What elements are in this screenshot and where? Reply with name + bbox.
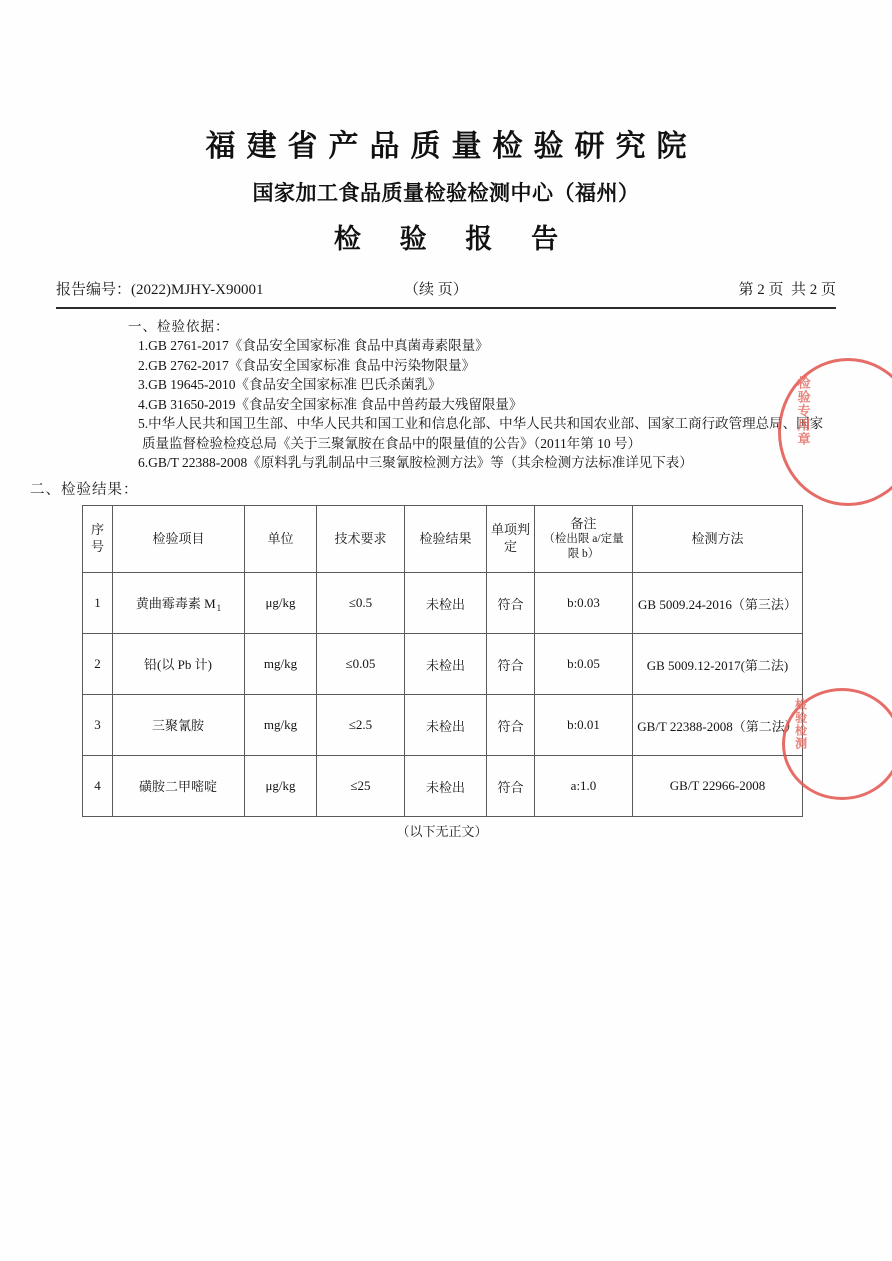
cell-result: 未检出 [405,695,487,756]
cell-unit: mg/kg [245,695,317,756]
cell-unit: mg/kg [245,634,317,695]
cell-no: 4 [83,756,113,817]
cell-result: 未检出 [405,634,487,695]
cell-verdict: 符合 [487,573,535,634]
table-header-row [83,506,803,573]
list-item: 1.GB 2761-2017《食品安全国家标准 食品中真菌毒素限量》 [138,338,489,354]
center-title: 国家加工食品质量检验检测中心（福州） [252,180,640,205]
cell-method: GB 5009.24-2016（第三法） [633,573,803,634]
column-header-note-main: 备注 [570,515,597,531]
page-title: 检 验 报 告 [333,223,575,254]
inspection-basis-list [120,336,834,473]
seal-text-top: 检验专用章 [795,376,811,446]
inspection-basis-heading: 一、检验依据： [128,318,230,334]
cell-item-subscript: 1 [216,603,222,614]
table-row [83,756,803,817]
cell-requirement: ≤0.05 [317,634,405,695]
column-header-note-sub: （检出限 a/定量限 b） [543,533,624,561]
cell-verdict: 符合 [487,634,535,695]
cell-requirement: ≤0.5 [317,573,405,634]
continued-marker: （续 页） [404,281,468,298]
cell-item [113,756,245,817]
header-divider [56,307,836,309]
column-header-result: 检验结果 [405,506,487,573]
inspection-basis-section [120,317,834,474]
cell-result: 未检出 [405,756,487,817]
column-header-unit: 单位 [245,506,317,573]
cell-unit: μg/kg [245,756,317,817]
cell-note: b:0.05 [535,634,633,695]
table-row [83,695,803,756]
page-indicator: 第 2 页 共 2 页 [738,281,836,298]
cell-requirement: ≤25 [317,756,405,817]
cell-method: GB 5009.12-2017(第二法) [633,634,803,695]
cell-method: GB/T 22966-2008 [633,756,803,817]
cell-item-subscript [217,786,218,796]
column-header-no: 序号 [83,506,113,573]
column-header-item: 检验项目 [113,506,245,573]
report-number-value: (2022)MJHY-X90001 [131,281,264,298]
inspection-results-heading: 二、检验结果： [30,482,139,498]
cell-no: 3 [83,695,113,756]
cell-item-subscript [204,725,205,735]
end-of-text-note: （以下无正文） [396,824,488,839]
cell-result: 未检出 [405,573,487,634]
cell-item [113,573,245,634]
cell-verdict: 符合 [487,695,535,756]
cell-note: a:1.0 [535,756,633,817]
report-number [56,278,264,299]
list-item: 5.中华人民共和国卫生部、中华人民共和国工业和信息化部、中华人民共和国农业部、国家工商行政管理总局、国家质量监督检验检疫总局《关于三聚氰胺在食品中的限量值的公告》（2011年第 10 号） [138,416,824,451]
cell-unit: μg/kg [245,573,317,634]
list-item: 4.GB 31650-2019《食品安全国家标准 食品中兽药最大残留限量》 [138,396,523,412]
cell-item-text: 铅(以 Pb 计) [144,656,212,672]
cell-note: b:0.01 [535,695,633,756]
column-header-method: 检测方法 [633,506,803,573]
list-item: 2.GB 2762-2017《食品安全国家标准 食品中污染物限量》 [138,357,476,373]
cell-requirement: ≤2.5 [317,695,405,756]
list-item: 3.GB 19645-2010《食品安全国家标准 巴氏杀菌乳》 [138,377,442,393]
cell-method: GB/T 22388-2008（第二法） [633,695,803,756]
cell-item-subscript [212,664,213,674]
cell-item [113,634,245,695]
report-meta-line [56,278,836,304]
cell-no: 1 [83,573,113,634]
results-table [82,505,803,817]
cell-item-text: 三聚氰胺 [151,717,204,733]
column-header-verdict: 单项判定 [487,506,535,573]
cell-item-text: 磺胺二甲嘧啶 [138,778,217,794]
organization-title: 福建省产品质量检验研究院 [205,130,698,163]
column-header-requirement: 技术要求 [317,506,405,573]
results-table-body [83,573,803,817]
list-item: 6.GB/T 22388-2008《原料乳与乳制品中三聚氰胺检测方法》等（其余检测方法标准详见下表） [138,455,693,471]
report-number-label: 报告编号： [56,281,132,298]
cell-note: b:0.03 [535,573,633,634]
seal-text-bottom: 检验检测 [793,698,808,750]
cell-verdict: 符合 [487,756,535,817]
document-header [0,0,892,256]
cell-item-text: 黄曲霉毒素 M [135,595,216,611]
cell-no: 2 [83,634,113,695]
table-row [83,634,803,695]
results-table-wrap [82,505,802,817]
cell-item [113,695,245,756]
column-header-note [535,506,633,573]
table-row [83,573,803,634]
